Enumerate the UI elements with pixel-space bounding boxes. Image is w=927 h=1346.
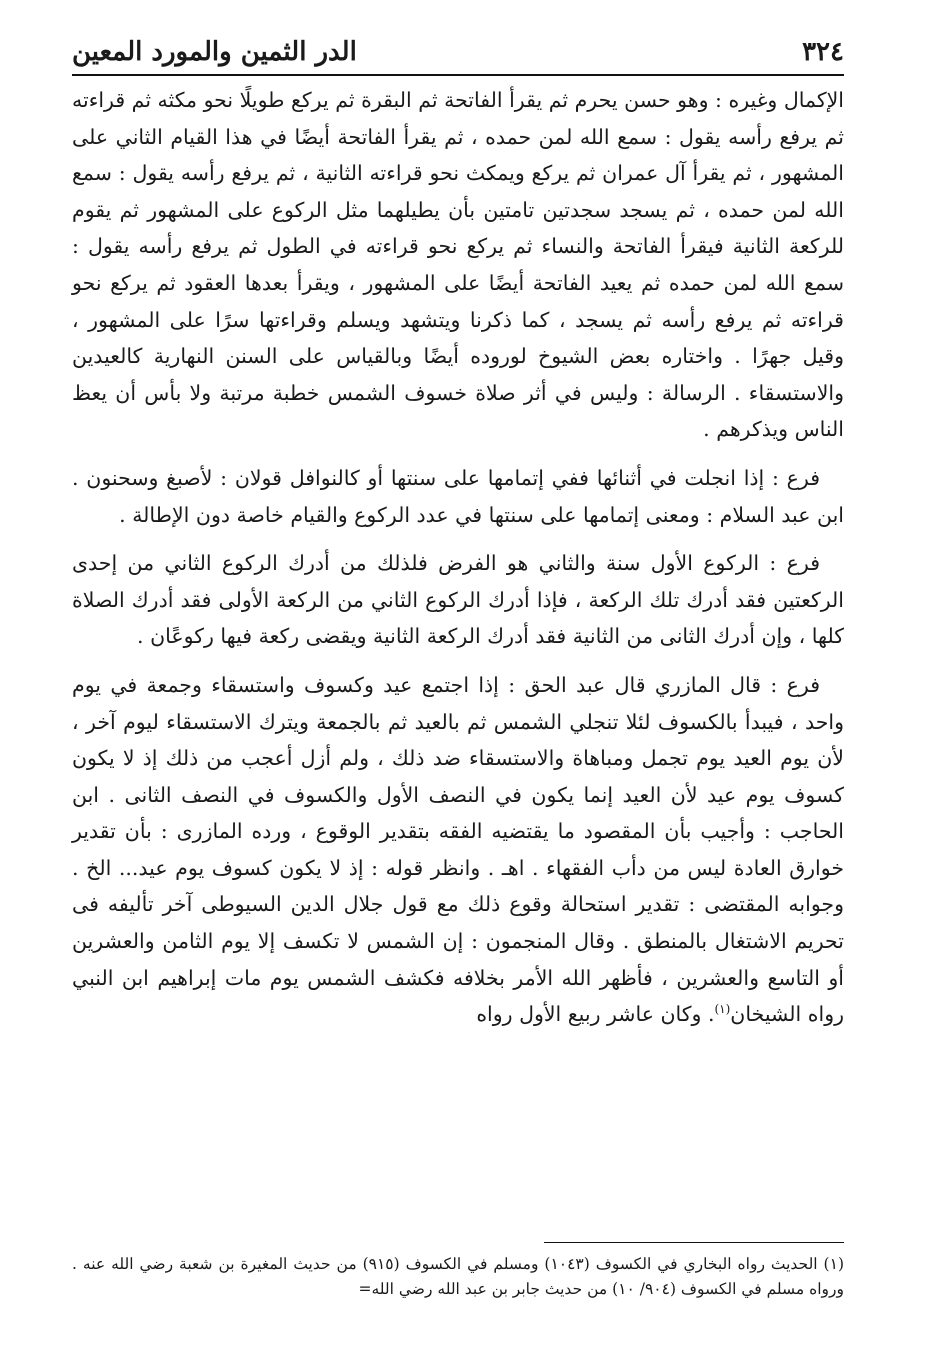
page-number: ٣٢٤: [802, 37, 844, 67]
paragraph-1: الإكمال وغيره : وهو حسن يحرم ثم يقرأ الفاتحة ثم البقرة ثم يركع طويلًا نحو مكثه ثم قراءته ثم يرفع رأسه يقول : سمع الله لمن حمده ، ثم يقرأ الفاتحة أيضًا في هذا القيام الثاني على المشهور ، ثم يقرأ آل عمران ثم يركع ويمكث نحو قراءته الثانية ، ثم يرفع رأسه يقول : سمع الله لمن حمده ، ثم يسجد سجدتين تامتين بأن يطيلهما مثل الركوع على المشهور ثم يقوم للركعة الثانية فيقرأ الفاتحة والنساء ثم يركع نحو قراءته في الطول ثم يرفع رأسه يقول : سمع الله لمن حمده ثم يعيد الفاتحة أيضًا على المشهور ، ويقرأ بعدها العقود ثم يركع نحو قراءته ثم يرفع رأسه ثم يسجد ، كما ذكرنا ويتشهد ويسلم وقراءتها سرًا على المشهور ، وقيل جهرًا . واختاره بعض الشيوخ لوروده أيضًا وبالقياس على السنن النهارية كالعيدين والاستسقاء . الرسالة : وليس في أثر صلاة خسوف الشمس خطبة مرتبة ولا بأس أن يعظ الناس ويذكرهم .: [72, 88, 845, 442]
page-header: [72, 26, 844, 76]
paragraph-3: فرع : الركوع الأول سنة والثاني هو الفرض فلذلك من أدرك الركوع الثاني من إحدى الركعتين فقد أدرك تلك الركعة ، فإذا أدرك الركوع الثاني من الركعة الأولى فقد أدرك الصلاة كلها ، وإن أدرك الثانى من الثانية فقد أدرك الركعة الثانية ويقضى ركعة فيها ركوعًان .: [72, 551, 844, 649]
footnote-1: (١) الحديث رواه البخاري في الكسوف (١٠٤٣) ومسلم في الكسوف (٩١٥) من حديث المغيرة بن شعبة رضي الله عنه . ورواه مسلم في الكسوف (٩٠٤/ ١٠) من حديث جابر بن عبد الله رضي الله=: [72, 1255, 844, 1298]
paragraph-2: فرع : إذا انجلت في أثنائها ففي إتمامها على سنتها أو كالنوافل قولان : لأصبغ وسحنون . ابن عبد السلام : ومعنى إتمامها على سنتها في عدد الركوع والقيام خاصة دون الإطالة .: [72, 465, 844, 527]
paragraph-4: [72, 667, 844, 1033]
footnote-divider: [544, 1242, 844, 1243]
paragraph-spacer: [72, 448, 844, 460]
book-page: [72, 26, 844, 1326]
paragraph-4-tail: . وكان عاشر ربيع الأول رواه: [476, 1002, 715, 1027]
footnotes: [72, 1252, 844, 1302]
footnote-reference: (١): [714, 1002, 731, 1017]
paragraph-4-text: فرع : قال المازري قال عبد الحق : إذا اجتمع عيد وكسوف واستسقاء وجمعة في يوم واحد ، فيبدأ بالكسوف لئلا تنجلي الشمس ثم بالعيد ثم بالجمعة ويترك الاستسقاء ليوم آخر ، لأن يوم العيد يوم تجمل ومباهاة والاستسقاء ضد ذلك ، ولم أزل أعجب من ذلك إذ لا يكون كسوف يوم عيد لأن العيد إنما يكون في النصف الأول والكسوف في النصف الثانى . ابن الحاجب : وأجيب بأن المقصود ما يقتضيه الفقه بتقدير الوقوع ، ورده المازرى : بأن تقدير خوارق العادة ليس من دأب الفقهاء . اهـ . وانظر قوله : إذ لا يكون كسوف يوم عيد... الخ . وجوابه المقتضى : تقدير استحالة وقوع ذلك مع قول جلال الدين السيوطى آخر تأليفه فى تحريم الاشتغال بالمنطق . وقال المنجمون : إن الشمس لا تكسف إلا يوم الثامن والعشرين أو التاسع والعشرين ، فأظهر الله الأمر بخلافه فكشف الشمس يوم مات إبراهيم ابن النبي رواه الشيخان: [72, 672, 844, 1027]
paragraph-spacer: [72, 533, 844, 545]
main-text: [72, 82, 844, 1033]
paragraph-spacer: [72, 655, 844, 667]
running-title: الدر الثمين والمورد المعين: [72, 37, 357, 67]
